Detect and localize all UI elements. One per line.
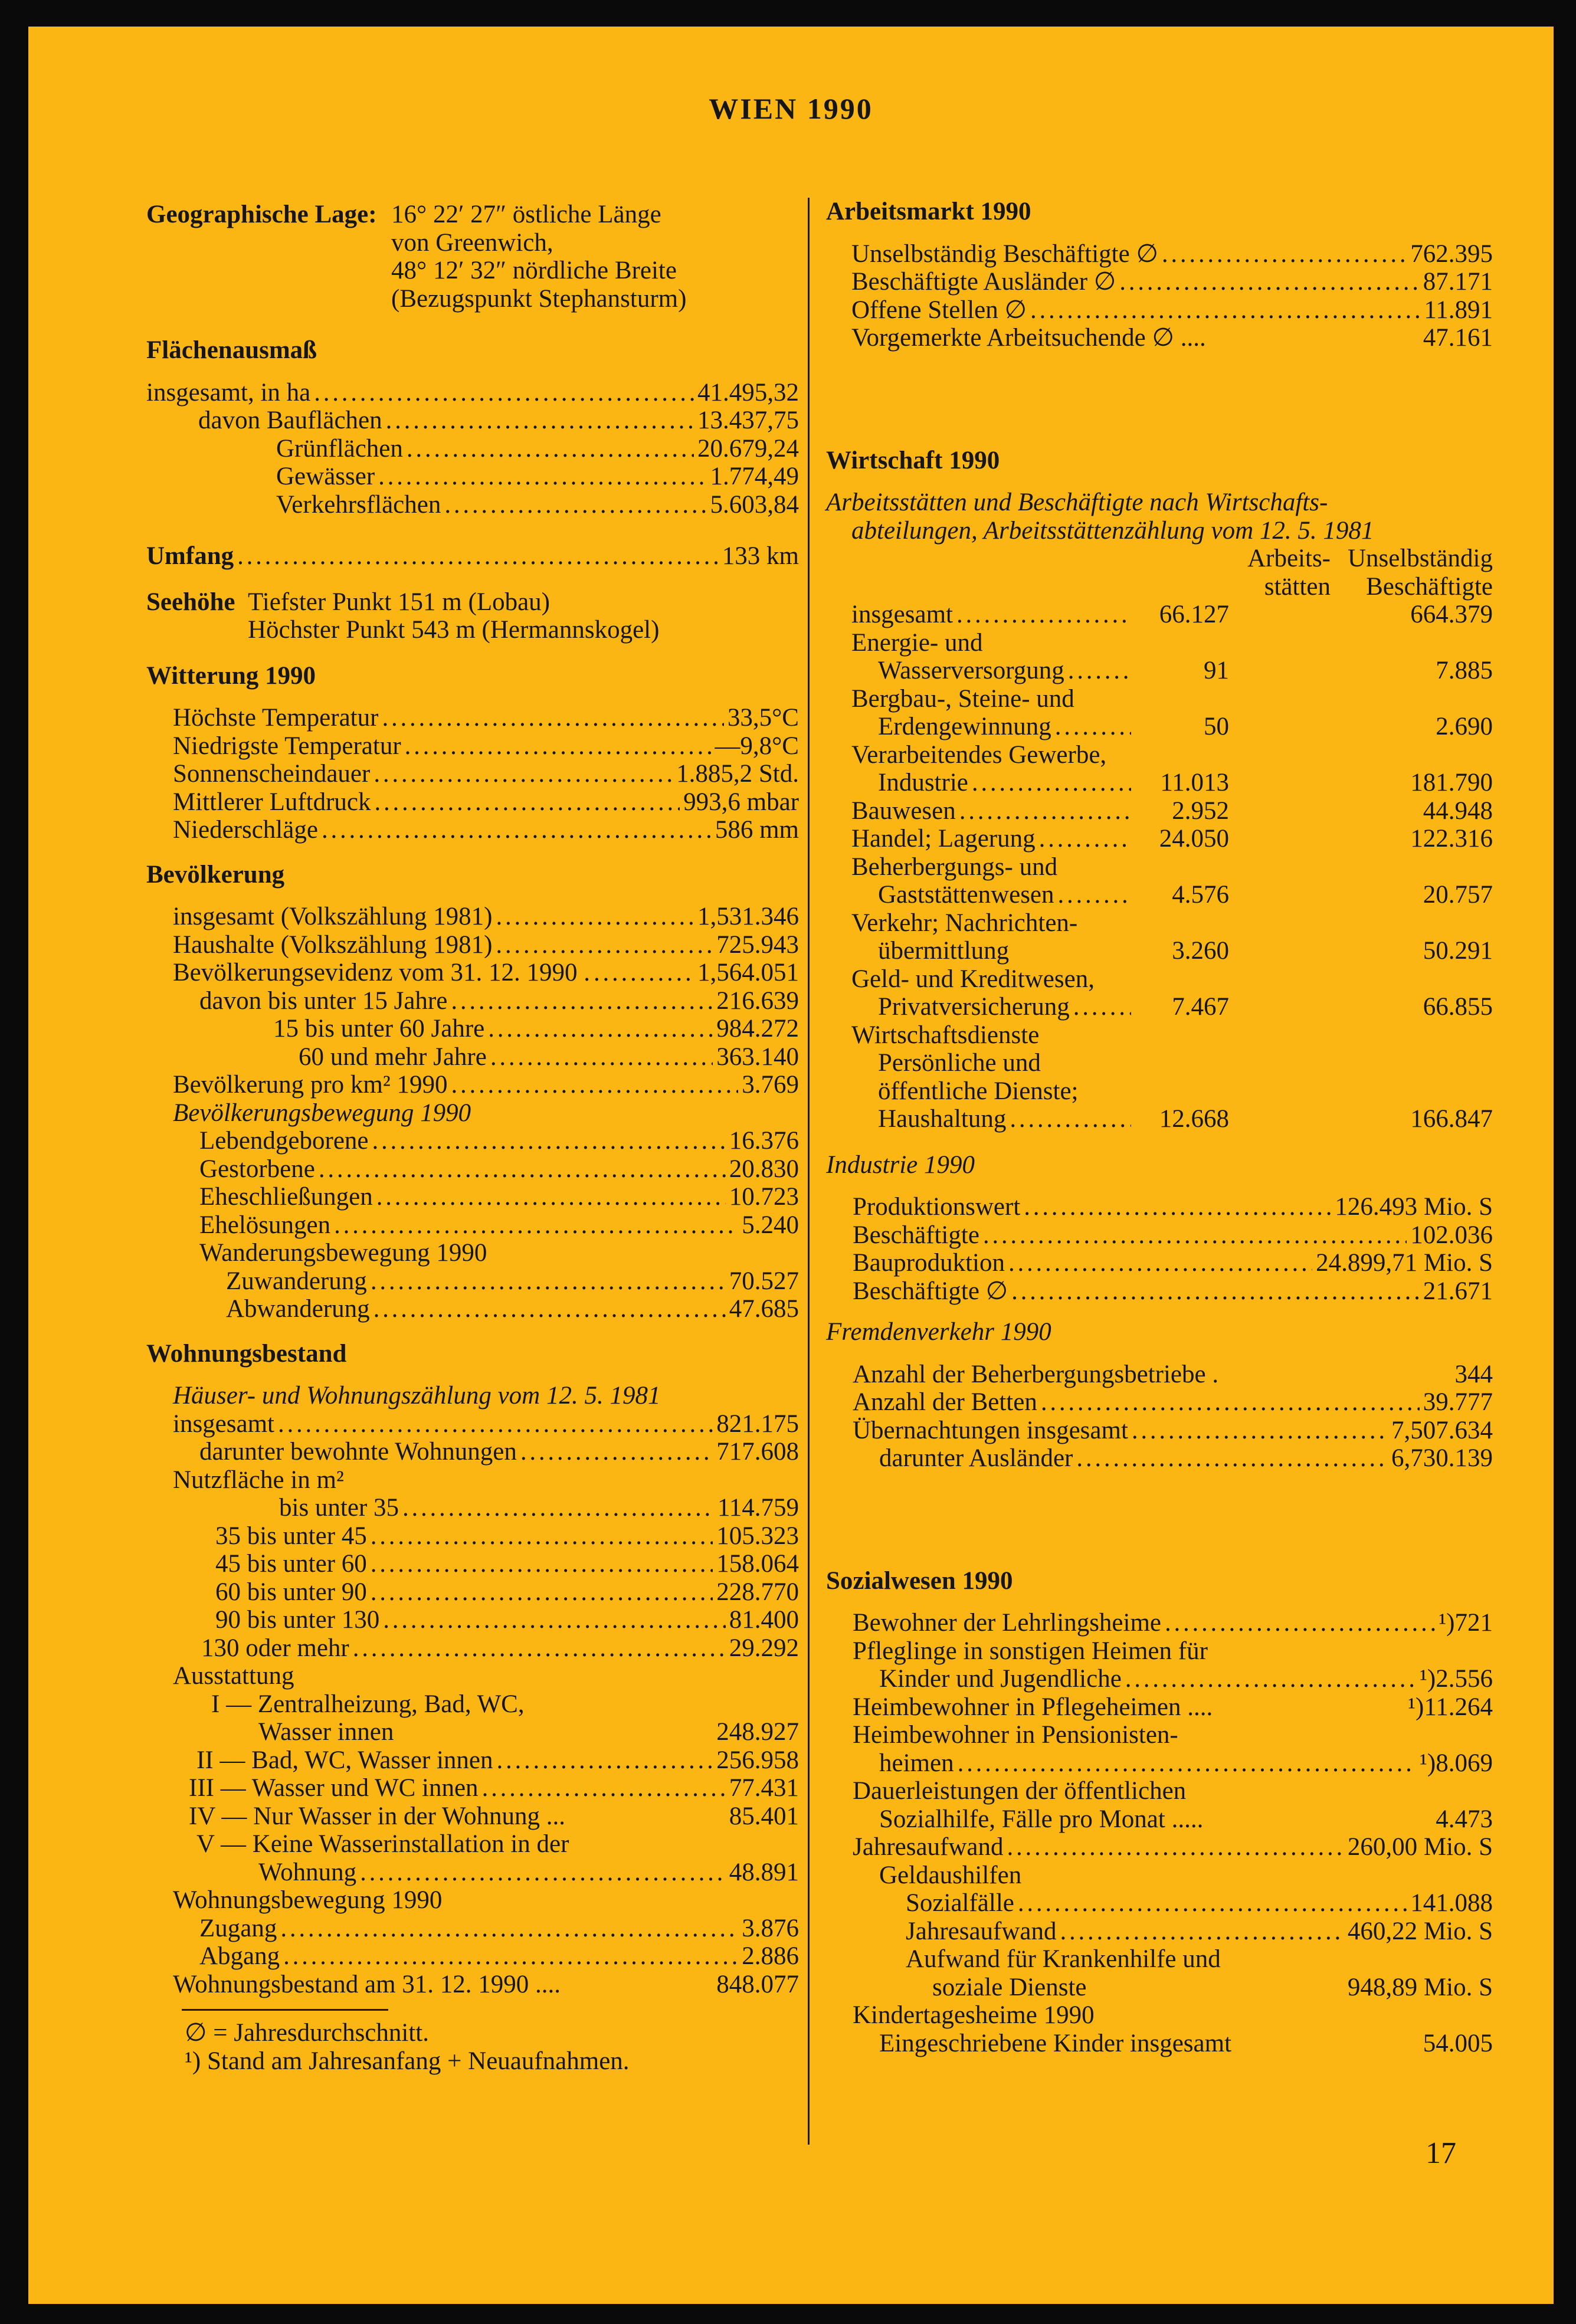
wirtschaft-row: Gaststättenwesen . . . 4.576 20.757 xyxy=(826,881,1493,909)
sozial-row: Sozialhilfe, Fälle pro Monat ..... 4.473 xyxy=(879,1805,1493,1833)
geo-line: von Greenwich, xyxy=(391,228,553,257)
bev-row: Bevölkerung pro km² 1990 . . . 3.769 xyxy=(146,1071,799,1099)
bevoelkerung-heading: Bevölkerung xyxy=(146,860,285,889)
wirtschaft-row: insgesamt . . . 66.127 664.379 xyxy=(826,601,1493,629)
bewegung-title: Bevölkerungsbewegung 1990 xyxy=(173,1099,471,1127)
wirtschaft-row: Bergbau-, Steine- und xyxy=(851,684,1074,713)
ausstattung-row: II — Bad, WC, Wasser innen . . . 256.958 xyxy=(146,1746,799,1775)
wirtschaft-row: Privatversicherung . . . 7.467 66.855 xyxy=(826,993,1493,1021)
nutz-row: 35 bis unter 45 . . . 105.323 xyxy=(146,1522,799,1551)
wbew-title: Wohnungsbewegung 1990 xyxy=(173,1886,443,1914)
fremden-heading: Fremdenverkehr 1990 xyxy=(826,1318,1051,1346)
geo-row xyxy=(146,257,799,285)
wirtschaft-row: Wirtschaftsdienste xyxy=(851,1021,1040,1049)
umfang-row: Umfang . . . 133 km xyxy=(146,542,799,571)
sozial-row: Sozialfälle . . . 141.088 xyxy=(826,1889,1493,1917)
nutz-row: 60 bis unter 90 . . . 228.770 xyxy=(146,1578,799,1607)
bewegung-row: Eheschließungen . . . 10.723 xyxy=(146,1183,799,1211)
sozial-row: Heimbewohner in Pensionisten- xyxy=(853,1721,1178,1749)
witterung-row: Höchste Temperatur . . . 33,5°C xyxy=(146,704,799,732)
arbeit-row: Vorgemerkte Arbeitsuchende ∅ .... 47.161 xyxy=(851,324,1493,352)
footnote: ¹) Stand am Jahresanfang + Neuaufnahmen. xyxy=(185,2047,630,2075)
flaeche-heading: Flächenausmaß xyxy=(146,336,317,364)
wbew-row: Abgang . . . 2.886 xyxy=(146,1942,799,1971)
wohnung-sub: Häuser- und Wohnungszählung vom 12. 5. 1981 xyxy=(173,1382,661,1410)
wbestand-row: Wohnungsbestand am 31. 12. 1990 .... 848.077 xyxy=(173,1970,799,1998)
wirtschaft-row: Verkehr; Nachrichten- xyxy=(851,909,1078,937)
column-divider xyxy=(808,198,810,2145)
sozial-row: Geldaushilfen xyxy=(879,1861,1022,1889)
bewegung-row: Gestorbene . . . 20.830 xyxy=(146,1155,799,1184)
wirtschaft-colhead: Arbeits- Unselbständig xyxy=(1247,545,1493,572)
wirtschaft-row: Bauwesen . . . 2.952 44.948 xyxy=(826,797,1493,825)
flaeche-row: insgesamt, in ha . . . 41.495,32 xyxy=(146,379,799,407)
arbeit-row: Unselbständig Beschäftigte ∅ . . . 762.395 xyxy=(826,240,1493,268)
arbeit-heading: Arbeitsmarkt 1990 xyxy=(826,198,1031,225)
industrie-row: Produktionswert . . . 126.493 Mio. S xyxy=(826,1193,1493,1221)
wanderung-title: Wanderungsbewegung 1990 xyxy=(199,1239,487,1267)
sozial-row: Eingeschriebene Kinder insgesamt 54.005 xyxy=(879,2029,1493,2057)
wirtschaft-row: Handel; Lagerung . . . 24.050 122.316 xyxy=(826,825,1493,853)
witterung-row: Sonnenscheindauer . . . 1.885,2 Std. xyxy=(146,760,799,788)
witterung-row: Niederschläge . . . 586 mm xyxy=(146,816,799,844)
ausstattung-row: IV — Nur Wasser in der Wohnung ... 85.401 xyxy=(189,1802,799,1830)
wirtschaft-row: öffentliche Dienste; xyxy=(878,1077,1079,1105)
wirtschaft-row: Energie- und xyxy=(851,628,983,657)
wirtschaft-row: Wasserversorgung . . . 91 7.885 xyxy=(826,657,1493,685)
nutz-row: 45 bis unter 60 . . . 158.064 xyxy=(146,1550,799,1578)
page xyxy=(28,27,1554,2304)
wohnung-row: darunter bewohnte Wohnungen . . . 717.608 xyxy=(146,1438,799,1466)
bev-row: 60 und mehr Jahre . . . 363.140 xyxy=(146,1043,799,1071)
nutz-row: bis unter 35 . . . 114.759 xyxy=(146,1494,799,1522)
bev-row: Bevölkerungsevidenz vom 31. 12. 1990 . . . . 1,564.051 xyxy=(146,959,799,987)
witterung-heading: Witterung 1990 xyxy=(146,661,316,690)
sozial-row: Jahresaufwand . . . 460,22 Mio. S xyxy=(826,1917,1493,1946)
wirtschaft-row: Verarbeitendes Gewerbe, xyxy=(851,740,1107,769)
wanderung-row: Abwanderung . . . 47.685 xyxy=(146,1295,799,1323)
flaeche-row: Gewässer . . . 1.774,49 xyxy=(146,463,799,491)
wbew-row: Zugang . . . 3.876 xyxy=(146,1915,799,1943)
fremden-row: Übernachtungen insgesamt . . . 7,507.634 xyxy=(826,1417,1493,1445)
ausstattung-row: I — Zentralheizung, Bad, WC, xyxy=(211,1690,525,1718)
industrie-row: Beschäftigte ∅ . . . 21.671 xyxy=(826,1277,1493,1306)
fremden-row: Anzahl der Betten . . . 39.777 xyxy=(826,1388,1493,1417)
industrie-row: Bauproduktion . . . 24.899,71 Mio. S xyxy=(826,1249,1493,1277)
wirtschaft-sub: abteilungen, Arbeitsstättenzählung vom 12. 5. 1981 xyxy=(851,516,1374,545)
wohnung-row: insgesamt . . . 821.175 xyxy=(146,1410,799,1438)
wanderung-row: Zuwanderung . . . 70.527 xyxy=(146,1267,799,1296)
sozial-row: Pfleglinge in sonstigen Heimen für xyxy=(853,1637,1208,1665)
sozial-row: Kindertagesheime 1990 xyxy=(853,2001,1095,2029)
witterung-row: Mittlerer Luftdruck . . . 993,6 mbar xyxy=(146,788,799,817)
sozial-row: Heimbewohner in Pflegeheimen .... ¹)11.264 xyxy=(853,1693,1493,1721)
wirtschaft-row: übermittlung 3.260 50.291 xyxy=(878,937,1493,965)
industrie-row: Beschäftigte . . . 102.036 xyxy=(826,1221,1493,1250)
fremden-row: Anzahl der Beherbergungsbetriebe . 344 xyxy=(853,1360,1493,1388)
wirtschaft-row: Erdengewinnung . . . 50 2.690 xyxy=(826,713,1493,741)
geo-line: 16° 22′ 27″ östliche Länge xyxy=(391,201,661,228)
sozial-row: Kinder und Jugendliche . . . ¹)2.556 xyxy=(826,1665,1493,1693)
right-column xyxy=(826,198,1493,2057)
wirtschaft-row: Haushaltung . . . 12.668 166.847 xyxy=(826,1105,1493,1133)
bewegung-row: Ehelösungen . . . 5.240 xyxy=(146,1211,799,1240)
arbeit-row: Offene Stellen ∅ . . . 11.891 xyxy=(826,296,1493,324)
wohnung-heading: Wohnungsbestand xyxy=(146,1339,347,1368)
bev-row: davon bis unter 15 Jahre . . . 216.639 xyxy=(146,987,799,1015)
bev-row: insgesamt (Volkszählung 1981) . . . 1,531.346 xyxy=(146,903,799,931)
sozial-row: Bewohner der Lehrlingsheime . . . ¹)721 xyxy=(826,1609,1493,1637)
page-number: 17 xyxy=(1426,2136,1456,2170)
nutz-row: 130 oder mehr . . . 29.292 xyxy=(146,1634,799,1663)
left-column xyxy=(146,201,799,2075)
bev-row: Haushalte (Volkszählung 1981) . . . 725.943 xyxy=(146,931,799,959)
seehoehe-row: Höchster Punkt 543 m (Hermannskogel) xyxy=(248,616,660,644)
flaeche-row: Verkehrsflächen . . . 5.603,84 xyxy=(146,491,799,519)
geo-line: 48° 12′ 32″ nördliche Breite xyxy=(391,257,677,284)
footnote-rule xyxy=(182,2009,388,2011)
fremden-row: darunter Ausländer . . . 6,730.139 xyxy=(826,1444,1493,1473)
wirtschaft-colhead: stätten Beschäftigte xyxy=(1264,572,1493,601)
wirtschaft-row: Persönliche und xyxy=(878,1049,1041,1077)
ausstattung-row: III — Wasser und WC innen . . . 77.431 xyxy=(146,1774,799,1802)
sozial-row: heimen . . . ¹)8.069 xyxy=(826,1749,1493,1778)
geo-row xyxy=(146,201,799,229)
sozial-heading: Sozialwesen 1990 xyxy=(826,1566,1013,1595)
arbeit-row: Beschäftigte Ausländer ∅ . . . 87.171 xyxy=(826,268,1493,296)
geo-row xyxy=(146,229,799,257)
sozial-row: Aufwand für Krankenhilfe und xyxy=(906,1945,1221,1973)
ausstattung-row: Wasser innen 248.927 xyxy=(258,1718,799,1746)
nutz-title: Nutzfläche in m² xyxy=(173,1466,344,1494)
geo-row xyxy=(146,285,799,313)
footnote: ∅ = Jahresdurchschnitt. xyxy=(185,2019,429,2047)
sozial-row: soziale Dienste 948,89 Mio. S xyxy=(932,1973,1493,2001)
sozial-row: Jahresaufwand . . . 260,00 Mio. S xyxy=(826,1833,1493,1861)
wirtschaft-row: Beherbergungs- und xyxy=(851,853,1058,881)
wirtschaft-row: Geld- und Kreditwesen, xyxy=(851,965,1095,993)
flaeche-row: davon Bauflächen . . . 13.437,75 xyxy=(146,407,799,435)
geo-line: (Bezugspunkt Stephansturm) xyxy=(391,284,687,313)
ausstattung-row: Wohnung . . . 48.891 xyxy=(146,1858,799,1887)
geo-label: Geographische Lage: xyxy=(146,201,377,228)
bewegung-row: Lebendgeborene . . . 16.376 xyxy=(146,1127,799,1155)
wirtschaft-heading: Wirtschaft 1990 xyxy=(826,446,1000,474)
ausstattung-title: Ausstattung xyxy=(173,1662,294,1690)
ausstattung-row: V — Keine Wasserinstallation in der xyxy=(196,1830,569,1858)
seehoehe-row: Seehöhe Tiefster Punkt 151 m (Lobau) xyxy=(146,588,550,616)
flaeche-row: Grünflächen . . . 20.679,24 xyxy=(146,435,799,463)
wirtschaft-sub: Arbeitsstätten und Beschäftigte nach Wirtschafts- xyxy=(826,489,1328,516)
bev-row: 15 bis unter 60 Jahre . . . 984.272 xyxy=(146,1015,799,1043)
nutz-row: 90 bis unter 130 . . . 81.400 xyxy=(146,1606,799,1634)
witterung-row: Niedrigste Temperatur . . . —9,8°C xyxy=(146,732,799,761)
sozial-row: Dauerleistungen der öffentlichen xyxy=(853,1777,1187,1805)
page-title: WIEN 1990 xyxy=(709,92,873,125)
industrie-heading: Industrie 1990 xyxy=(826,1150,975,1179)
wirtschaft-row: Industrie . . . 11.013 181.790 xyxy=(826,769,1493,797)
